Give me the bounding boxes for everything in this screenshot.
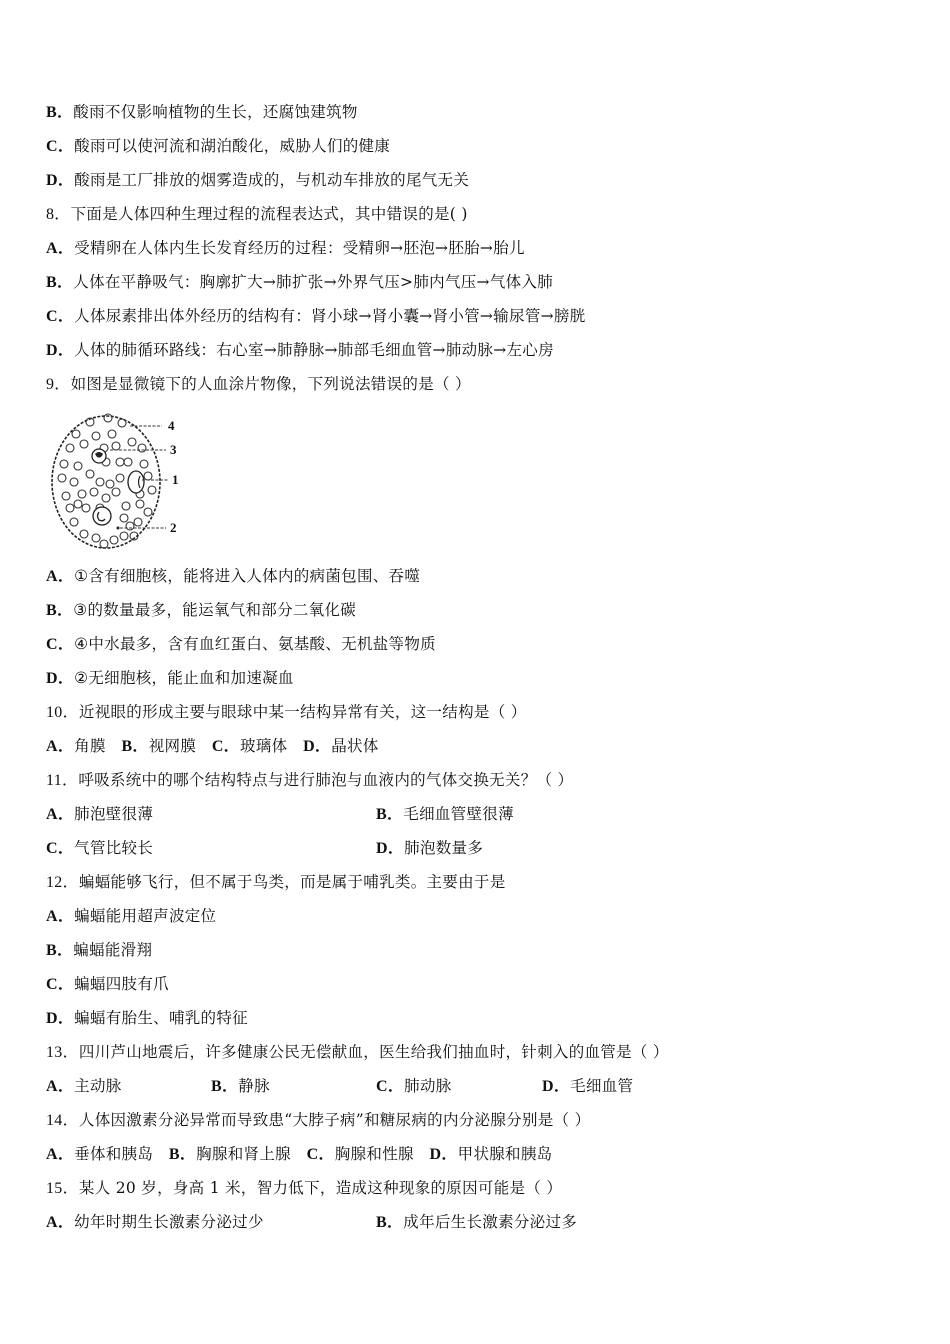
option-label: B．: [211, 1078, 239, 1095]
q10-options: [46, 736, 379, 757]
question-text: 近视眼的形成主要与眼球中某一结构异常有关，这一结构是（ ）: [78, 703, 527, 721]
q14-option-c: [307, 1145, 414, 1163]
q8-option-a: [46, 238, 525, 259]
option-label: D．: [46, 342, 75, 359]
option-text: 主动脉: [74, 1077, 122, 1095]
q11-option-c: [46, 838, 153, 859]
question-text: 呼吸系统中的哪个结构特点与进行肺泡与血液内的气体交换无关？（ ）: [78, 771, 574, 789]
q9-option-d: [46, 668, 294, 689]
q11-stem: [46, 770, 573, 791]
q8-option-c: [46, 306, 586, 327]
q13-option-a: [46, 1076, 122, 1097]
option-label: C．: [46, 840, 75, 857]
q12-option-b: [46, 940, 152, 961]
option-text: 蝙蝠有胎生、哺乳的特征: [74, 1009, 248, 1027]
q8-option-b: [46, 272, 553, 293]
question-text: 下面是人体四种生理过程的流程表达式，其中错误的是( ): [70, 205, 468, 223]
option-label: A．: [46, 1078, 75, 1095]
question-text: 如图是显微镜下的人血涂片物像，下列说法错误的是（ ）: [70, 375, 471, 393]
q13-stem: [46, 1042, 669, 1063]
q13-option-b: [211, 1076, 270, 1097]
q10-option-c: [212, 737, 288, 755]
question-text: 四川芦山地震后，许多健康公民无偿献血，医生给我们抽血时，针刺入的血管是（ ）: [78, 1043, 669, 1061]
option-label: D．: [303, 738, 332, 755]
option-label: A．: [46, 738, 75, 755]
option-label: B．: [46, 942, 74, 959]
option-text: 垂体和胰岛: [74, 1145, 154, 1163]
q14-options: [46, 1144, 552, 1165]
option-label: D．: [46, 1010, 75, 1027]
option-label: A．: [46, 1146, 75, 1163]
option-text: 角膜: [74, 737, 106, 755]
option-text: 肺泡数量多: [404, 839, 484, 857]
option-text: 视网膜: [148, 737, 197, 755]
option-text: 晶状体: [331, 737, 379, 755]
q8-option-d: [46, 340, 554, 361]
figure-label-3: 3: [170, 442, 177, 457]
question-number: 14．: [46, 1112, 79, 1129]
question-number: 12．: [46, 874, 79, 891]
option-text: 蝙蝠能滑翔: [73, 941, 153, 959]
question-number: 11．: [46, 772, 79, 789]
option-text: 人体在平静吸气：胸廓扩大→肺扩张→外界气压>肺内气压→气体入肺: [73, 273, 554, 291]
q8-stem: [46, 204, 468, 225]
option-text: 胸腺和性腺: [334, 1145, 414, 1163]
option-text: 酸雨不仅影响植物的生长，还腐蚀建筑物: [73, 103, 358, 121]
option-label: B．: [376, 806, 404, 823]
q12-option-c: [46, 974, 169, 995]
option-label: B．: [168, 1146, 197, 1163]
option-text: 受精卵在人体内生长发育经历的过程：受精卵→胚泡→胚胎→胎儿: [74, 239, 525, 257]
option-text: 肺泡壁很薄: [74, 805, 154, 823]
option-label: D．: [46, 172, 75, 189]
question-number: 10．: [46, 704, 79, 721]
q9-stem: [46, 374, 471, 395]
q15-option-a: [46, 1212, 264, 1233]
q11-option-a: [46, 804, 153, 825]
q7-option-b: [46, 102, 358, 123]
option-text: ③的数量最多，能运氧气和部分二氧化碳: [73, 601, 357, 619]
option-text: 酸雨可以使河流和湖泊酸化，威胁人们的健康: [74, 137, 391, 155]
option-label: A．: [46, 568, 75, 585]
q13-option-c: [376, 1076, 452, 1097]
q10-option-b: [121, 737, 196, 755]
q7-option-d: [46, 170, 469, 191]
q14-option-d: [430, 1145, 553, 1163]
question-number: 9．: [46, 376, 71, 393]
option-text: 甲状腺和胰岛: [457, 1145, 553, 1163]
option-label: B．: [376, 1214, 404, 1231]
q11-option-b: [376, 804, 514, 825]
option-text: 毛细血管壁很薄: [403, 805, 514, 823]
option-text: ④中水最多，含有血红蛋白、氨基酸、无机盐等物质: [74, 635, 436, 653]
q7-option-c: [46, 136, 390, 157]
blood-smear-figure: [44, 404, 190, 552]
q9-option-a: [46, 566, 420, 587]
option-text: 人体的肺循环路线：右心室→肺静脉→肺部毛细血管→肺动脉→左心房: [74, 341, 554, 359]
q14-stem: [46, 1110, 590, 1131]
option-label: C．: [211, 738, 240, 755]
option-text: ②无细胞核，能止血和加速凝血: [74, 669, 294, 687]
option-text: 酸雨是工厂排放的烟雾造成的，与机动车排放的尾气无关: [74, 171, 470, 189]
q10-option-a: [46, 737, 106, 755]
q10-stem: [46, 702, 527, 723]
option-text: 玻璃体: [239, 737, 288, 755]
option-label: C．: [306, 1146, 335, 1163]
option-label: C．: [376, 1078, 405, 1095]
option-label: B．: [46, 602, 74, 619]
q13-option-d: [542, 1076, 633, 1097]
question-text: 人体因激素分泌异常而导致患“大脖子病”和糖尿病的内分泌腺分别是（ ）: [78, 1111, 591, 1129]
option-label: D．: [376, 840, 405, 857]
option-label: A．: [46, 240, 75, 257]
option-text: 毛细血管: [570, 1077, 634, 1095]
q15-option-b: [376, 1212, 577, 1233]
option-label: A．: [46, 806, 75, 823]
q14-option-a: [46, 1145, 153, 1163]
option-label: B．: [46, 104, 74, 121]
blood-smear-diagram-icon: [44, 404, 190, 552]
q9-option-c: [46, 634, 436, 655]
option-label: D．: [429, 1146, 458, 1163]
option-text: ①含有细胞核，能将进入人体内的病菌包围、吞噬: [74, 567, 421, 585]
option-text: 成年后生长激素分泌过多: [403, 1213, 578, 1231]
q12-option-a: [46, 906, 216, 927]
question-number: 13．: [46, 1044, 79, 1061]
option-label: A．: [46, 908, 75, 925]
option-label: D．: [46, 670, 75, 687]
q14-option-b: [169, 1145, 291, 1163]
option-label: D．: [542, 1078, 571, 1095]
option-text: 胸腺和肾上腺: [196, 1145, 291, 1163]
figure-label-2: 2: [170, 520, 177, 535]
option-label: A．: [46, 1214, 75, 1231]
figure-label-4: 4: [168, 418, 175, 433]
option-label: C．: [46, 138, 75, 155]
q11-option-d: [376, 838, 483, 859]
option-text: 气管比较长: [74, 839, 154, 857]
figure-label-1: 1: [172, 472, 179, 487]
option-text: 肺动脉: [404, 1077, 452, 1095]
option-text: 静脉: [238, 1077, 270, 1095]
option-label: B．: [46, 274, 74, 291]
option-text: 人体尿素排出体外经历的结构有：肾小球→肾小囊→肾小管→输尿管→膀胱: [74, 307, 586, 325]
question-text: 蝙蝠能够飞行，但不属于鸟类，而是属于哺乳类。主要由于是: [78, 873, 506, 891]
q12-stem: [46, 872, 506, 893]
q10-option-d: [303, 737, 379, 755]
q9-option-b: [46, 600, 356, 621]
question-number: 8．: [46, 206, 71, 223]
option-text: 蝙蝠四肢有爪: [74, 975, 169, 993]
option-text: 蝙蝠能用超声波定位: [74, 907, 217, 925]
option-label: C．: [46, 308, 75, 325]
q15-stem: [46, 1178, 562, 1199]
q12-option-d: [46, 1008, 248, 1029]
option-text: 幼年时期生长激素分泌过少: [74, 1213, 264, 1231]
option-label: C．: [46, 976, 75, 993]
option-label: B．: [121, 738, 149, 755]
option-label: C．: [46, 636, 75, 653]
question-number: 15．: [46, 1180, 79, 1197]
question-text: 某人 20 岁，身高 1 米，智力低下，造成这种现象的原因可能是（ ）: [78, 1179, 563, 1197]
